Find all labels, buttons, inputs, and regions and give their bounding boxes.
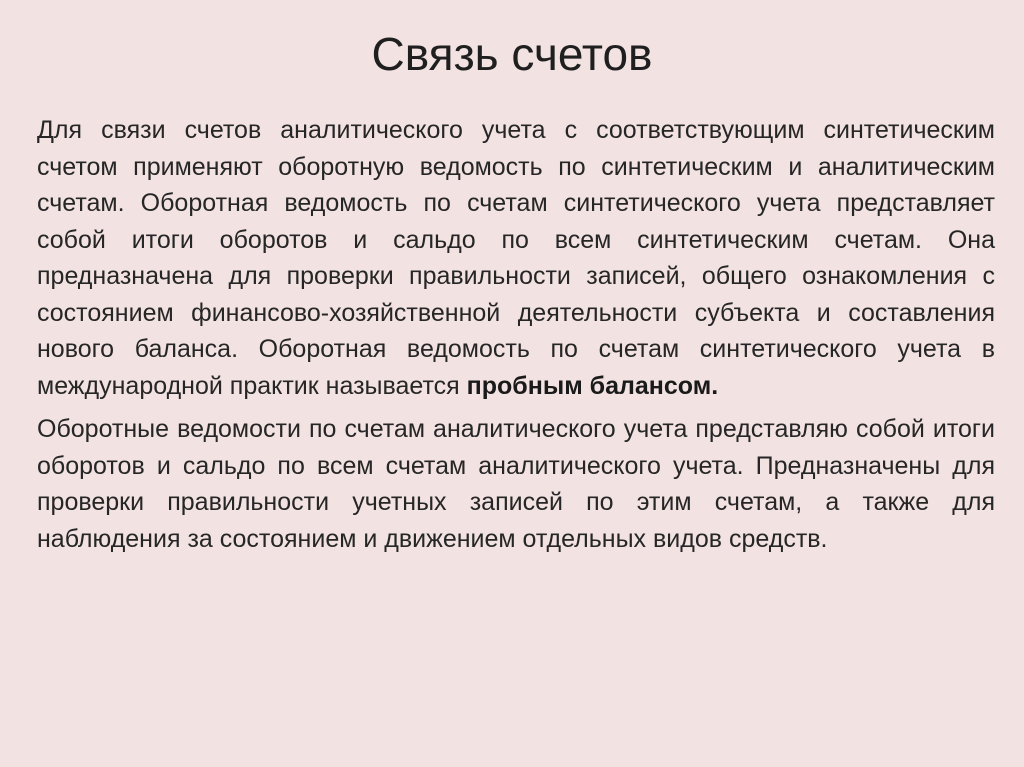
paragraph-1-text: Для связи счетов аналитического учета с соответствующим синтетическим счетом применяют оборотную ведомость по синтетическим и аналитическим счетам. Оборотная ведомость по счетам синтетического учета представляет собой итоги оборотов и сальдо по всем синтетическим счетам. Она предназначена для проверки правильности записей, общего ознакомления с состоянием финансово-хозяйственной деятельности субъекта и составления нового баланса. Оборотная ведомость по счетам синтетического учета в международной практик называется — [37, 116, 995, 400]
paragraph-2: Оборотные ведомости по счетам аналитического учета представляю собой итоги оборотов и сальдо по всем счетам аналитического учета. Предназначены для проверки правильности учетных записей по этим счетам, а также для наблюдения за состоянием и движением отдельных видов средств. — [37, 415, 995, 553]
slide-title: Связь счетов — [371, 28, 653, 80]
paragraph-1 — [37, 112, 995, 404]
bold-term: пробным балансом. — [466, 371, 719, 400]
slide-body — [37, 112, 995, 557]
